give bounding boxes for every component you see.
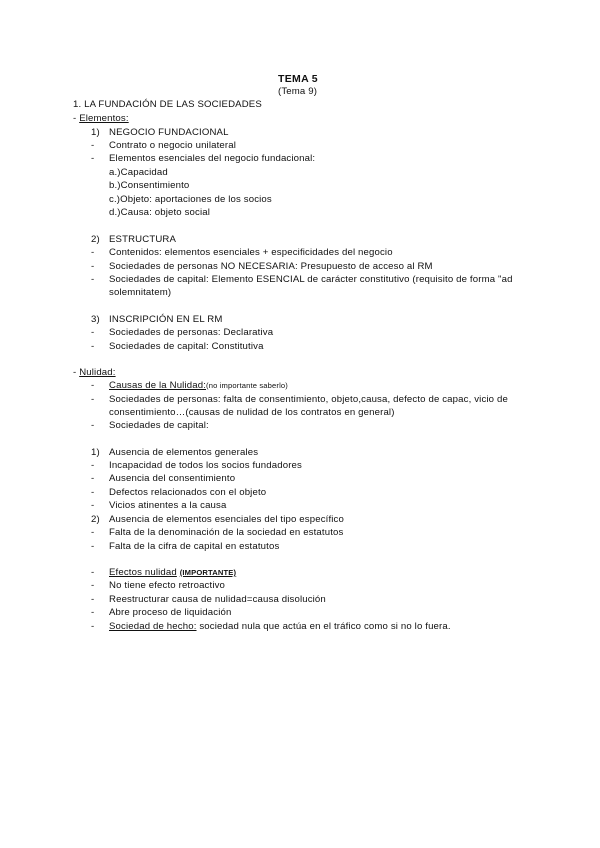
causas-label: Causas de la Nulidad: (109, 380, 207, 391)
elementos-dash: - (73, 113, 77, 124)
list-item-label: INSCRIPCIÓN EN EL RM (109, 314, 223, 325)
bullet-dash: - (91, 394, 95, 405)
list-item-label: ESTRUCTURA (109, 234, 177, 245)
hecho-line (109, 621, 451, 633)
bullet-dash: - (91, 327, 95, 338)
bullet-dash: - (91, 274, 95, 285)
doc-title: TEMA 5 (278, 73, 318, 85)
bullet-dash: - (91, 580, 95, 591)
sub-item: a.)Capacidad (109, 167, 168, 178)
bullet-dash: - (91, 247, 95, 258)
list-item: Sociedades de capital: Elemento ESENCIAL de carácter constitutivo (requisito de forma "ad (109, 274, 513, 285)
elementos-label: Elementos: (79, 113, 129, 124)
list-item: Incapacidad de todos los socios fundadores (109, 460, 302, 471)
hecho-label: Sociedad de hecho: (109, 621, 197, 632)
bullet-dash: - (91, 487, 95, 498)
list-item: Sociedades de personas: falta de consentimiento, objeto,causa, defecto de capac, vicio de (109, 394, 508, 405)
list-number: 1) (91, 127, 100, 138)
list-item-label: Ausencia de elementos generales (109, 447, 259, 458)
bullet-dash: - (91, 607, 95, 618)
list-number: 2) (91, 234, 100, 245)
nulidad-dash: - (73, 367, 77, 378)
sub-item: d.)Causa: objeto social (109, 207, 211, 218)
list-item: Falta de la cifra de capital en estatutos (109, 541, 280, 552)
list-number: 2) (91, 514, 100, 525)
list-number: 3) (91, 314, 100, 325)
list-item: Sociedades de personas NO NECESARIA: Presupuesto de acceso al RM (109, 261, 433, 272)
causas-line (109, 380, 288, 392)
list-item: Vicios atinentes a la causa (109, 500, 227, 511)
list-item-label: Ausencia de elementos esenciales del tipo específico (109, 514, 344, 525)
list-item: No tiene efecto retroactivo (109, 580, 226, 591)
list-item: Sociedades de personas: Declarativa (109, 327, 274, 338)
list-item: Abre proceso de liquidación (109, 607, 232, 618)
bullet-dash: - (91, 420, 95, 431)
list-item: Elementos esenciales del negocio fundacional: (109, 153, 316, 164)
doc-subtitle: (Tema 9) (278, 86, 318, 97)
list-item: Contrato o negocio unilateral (109, 140, 237, 151)
causas-note: (no importante saberlo) (206, 381, 288, 390)
list-item-continuation: solemnitatem) (109, 287, 172, 298)
list-item: Ausencia del consentimiento (109, 473, 236, 484)
bullet-dash: - (91, 341, 95, 352)
bullet-dash: - (91, 527, 95, 538)
elementos-heading (73, 113, 129, 125)
bullet-dash: - (91, 541, 95, 552)
bullet-dash: - (91, 460, 95, 471)
sub-item: c.)Objeto: aportaciones de los socios (109, 194, 272, 205)
nulidad-label: Nulidad: (79, 367, 116, 378)
list-item: Falta de la denominación de la sociedad en estatutos (109, 527, 344, 538)
bullet-dash: - (91, 153, 95, 164)
bullet-dash: - (91, 621, 95, 632)
list-item: Defectos relacionados con el objeto (109, 487, 267, 498)
bullet-dash: - (91, 567, 95, 578)
bullet-dash: - (91, 380, 95, 391)
list-item: Sociedades de capital: (109, 420, 209, 431)
list-item: Contenidos: elementos esenciales + especificidades del negocio (109, 247, 393, 258)
efectos-line (109, 567, 236, 579)
hecho-text: sociedad nula que actúa en el tráfico como si no lo fuera. (196, 621, 451, 632)
list-item: Sociedades de capital: Constitutiva (109, 341, 264, 352)
bullet-dash: - (91, 261, 95, 272)
section-heading: 1. LA FUNDACIÓN DE LAS SOCIEDADES (73, 99, 262, 110)
list-item-continuation: consentimiento…(causas de nulidad de los contratos en general) (109, 407, 395, 418)
list-item: Reestructurar causa de nulidad=causa disolución (109, 594, 326, 605)
efectos-label: Efectos nulidad (109, 567, 177, 578)
sub-item: b.)Consentimiento (109, 180, 190, 191)
bullet-dash: - (91, 594, 95, 605)
bullet-dash: - (91, 500, 95, 511)
nulidad-heading (73, 367, 116, 379)
list-number: 1) (91, 447, 100, 458)
efectos-note: (IMPORTANTE) (179, 568, 237, 577)
bullet-dash: - (91, 140, 95, 151)
bullet-dash: - (91, 473, 95, 484)
list-item-label: NEGOCIO FUNDACIONAL (109, 127, 229, 138)
